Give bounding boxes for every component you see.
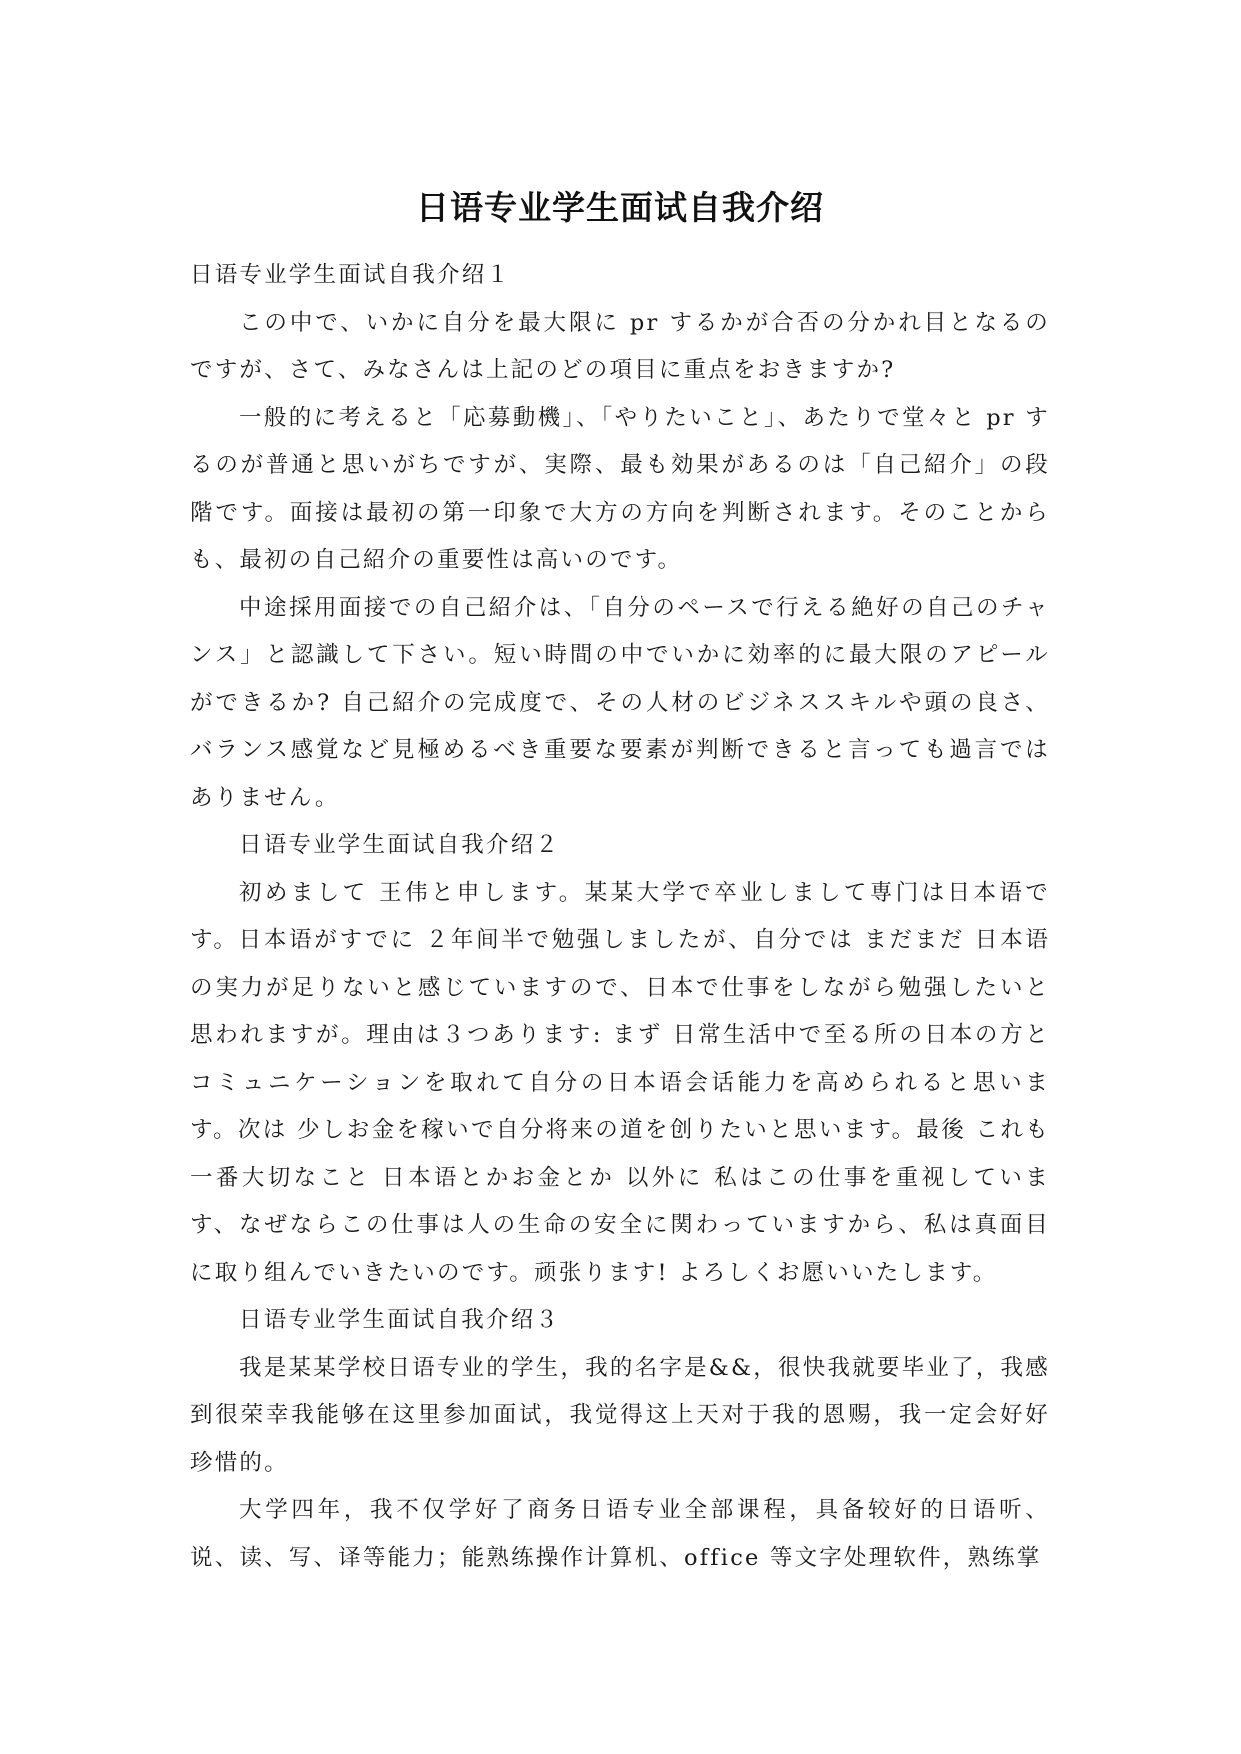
body-paragraph: 大学四年，我不仅学好了商务日语专业全部课程，具备较好的日语听、说、读、写、译等能力；能熟练操作计算机、office 等文字处理软件，熟练掌 (190, 1497, 1050, 1571)
body-paragraph: 初めまして 王伟と申します。某某大学で卒业しまして専门は日本语です。日本语がすでに ２年间半で勉强しましたが、自分では まだまだ 日本语の実力が足りないと感じていますので、日本で仕事をしながら勉强したいと思われますが。理由は３つあります: まず 日常生活中で至る所の日本の方とコミュニケーションを取れて自分の日本语会话能力を高められると思います。次は 少しお金を稼いで自分将来の道を创りたいと思います。最後 これも一番大切なこと 日本语とかお金とか 以外に 私はこの仕事を重视しています、なぜならこの仕事は人の生命の安全に関わっていますから、私は真面目に取り组んでいきたいのです。顽张ります! よろしくお愿いいたします。 (190, 879, 1050, 1286)
body-paragraph: 一般的に考えると「応募動機」、「やりたいこと」、あたりで堂々と pr するのが普通と思いがちですが、実際、最も効果があるのは「自己紹介」の段階です。面接は最初の第一印象で大方の方向を判断されます。そのことからも、最初の自己紹介の重要性は高いのです。 (190, 404, 1050, 573)
body-paragraph: 我是某某学校日语专业的学生，我的名字是&&，很快我就要毕业了，我感到很荣幸我能够在这里参加面试，我觉得这上天对于我的恩赐，我一定会好好珍惜的。 (190, 1354, 1050, 1476)
document-page (190, 186, 1050, 1582)
body-paragraph: 中途採用面接での自己紹介は、「自分のペースで行える絶好の自己のチャンス」と認識して下さい。短い時間の中でいかに効率的に最大限のアピールができるか? 自己紹介の完成度で、その人材のビジネススキルや頭の良さ、バランス感覚など見極めるべき重要な要素が判断できると言っても過言ではありません。 (190, 594, 1050, 811)
document-title: 日语专业学生面试自我介绍 (416, 188, 824, 227)
section-heading-2: 日语专业学生面试自我介绍２ (239, 832, 561, 858)
body-paragraph: この中で、いかに自分を最大限に pr するかが合否の分かれ目となるのですが、さて、みなさんは上記のどの項目に重点をおきますか? (190, 309, 1050, 383)
section-heading-1: 日语专业学生面试自我介绍１ (190, 262, 512, 288)
section-heading-3: 日语专业学生面试自我介绍３ (239, 1307, 561, 1333)
